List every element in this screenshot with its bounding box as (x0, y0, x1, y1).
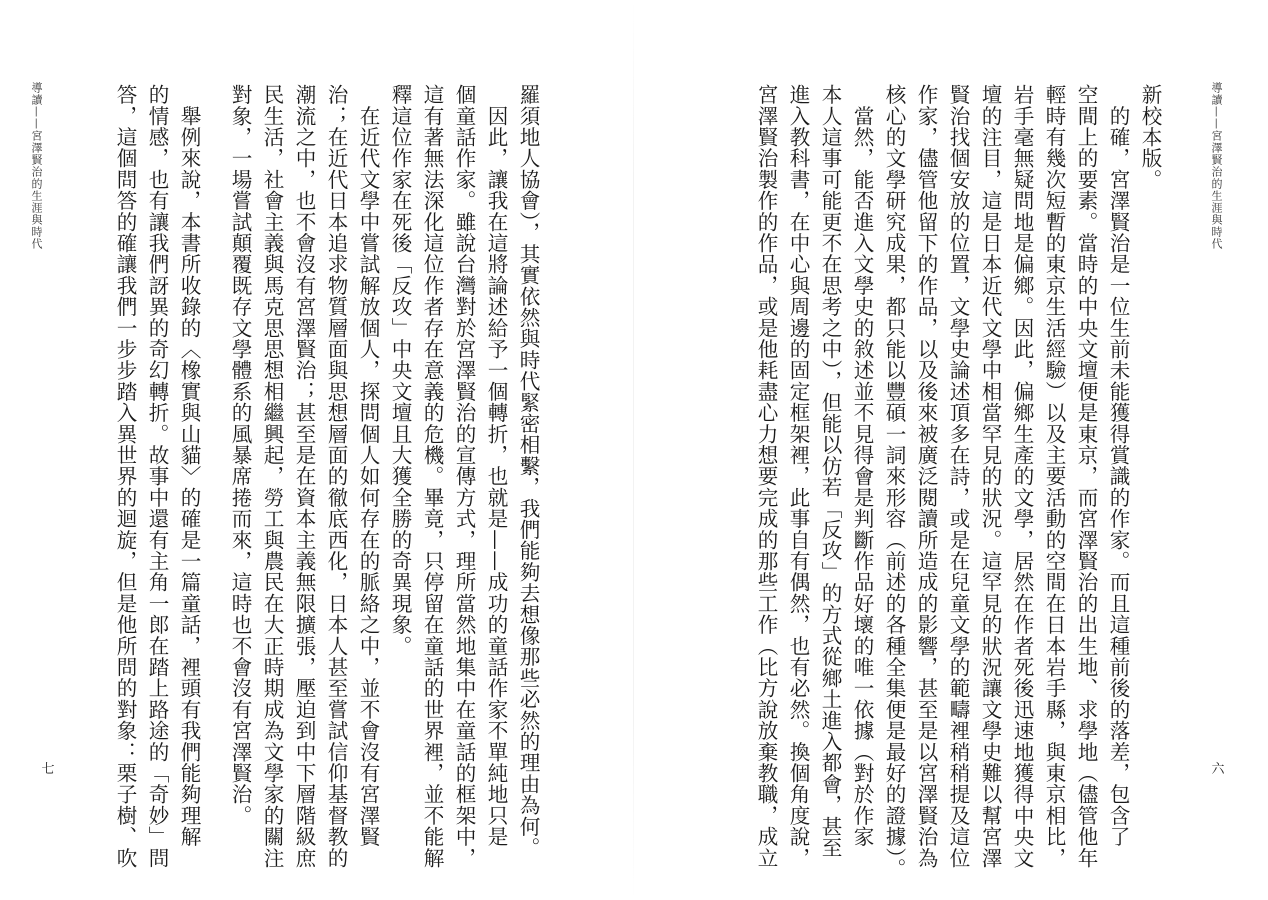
text-column: 空間上的要素。當時的中央文壇便是東京，而宮澤賢治的出生地、求學地（儘管他年 (1074, 84, 1098, 869)
page-number: 七 (41, 762, 55, 777)
text-column: 壇的注目，這是日本近代文學中相當罕見的狀況。這罕見的狀況讓文學史難以幫宮澤 (978, 84, 1002, 869)
text-column: 的情感，也有讓我們訝異的奇幻轉折。故事中還有主角一郎在踏上路途的「奇妙」問 (145, 84, 169, 869)
text-column: 答，這個問答的確讓我們一步步踏入異世界的迴旋，但是他所問的對象：栗子樹、吹 (113, 84, 137, 869)
text-column: 核心的文學研究成果，都只能以豐碩一詞來形容（前述的各種全集便是最好的證據）。 (882, 84, 906, 880)
text-column: 釋這位作家在死後「反攻」中央文壇且大獲全勝的奇異現象。 (388, 84, 412, 657)
text-column: 輕時有幾次短暫的東京生活經驗）以及主要活動的空間在日本岩手縣，與東京相比， (1042, 84, 1066, 869)
text-column: 新校本版。 (1138, 84, 1162, 190)
running-head: 導讀——宮澤賢治的生涯與時代 (1210, 82, 1223, 250)
text-column: 個童話作家。雖說台灣對於宮澤賢治的宣傳方式，理所當然地集中在童話的框架中， (452, 84, 476, 869)
text-column: 在近代文學中嘗試解放個人，探問個人如何存在的脈絡之中，並不會沒有宮澤賢 (356, 84, 380, 848)
text-column: 民生活，社會主義與馬克思思想相繼興起，勞工與農民在大正時期成為文學家的關注 (260, 84, 284, 869)
text-column: 潮流之中，也不會沒有宮澤賢治；甚至是在資本主義無限擴張，壓迫到中下層階級庶 (292, 84, 316, 869)
text-column: 羅須地人協會），其實依然與時代緊密相繫，我們能夠去想像那些必然的理由為何。 (516, 84, 540, 859)
text-column: 這有著無法深化這位作者存在意義的危機。畢竟，只停留在童話的世界裡，並不能解 (420, 84, 444, 869)
text-column: 因此，讓我在這將論述給予一個轉折，也就是——成功的童話作家不單純地只是 (484, 84, 508, 848)
text-column: 治；在近代日本追求物質層面與思想層面的徹底西化，日本人甚至嘗試信仰基督教的 (324, 84, 348, 869)
running-head: 導讀——宮澤賢治的生涯與時代 (30, 82, 43, 250)
text-column: 的確，宮澤賢治是一位生前未能獲得賞識的作家。而且這種前後的落差，包含了 (1106, 84, 1130, 848)
text-column: 岩手毫無疑問地是偏鄉。因此，偏鄉生產的文學，居然在作者死後迅速地獲得中央文 (1010, 84, 1034, 869)
text-column: 當然，能否進入文學史的敘述並不見得會是判斷作品好壞的唯一依據（對於作家 (850, 84, 874, 848)
text-column: 宮澤賢治製作的作品，或是他耗盡心力想要完成的那些工作（比方說放棄教職，成立 (754, 84, 778, 869)
text-column: 賢治找個安放的位置，文學史論述頂多在詩，或是在兒童文學的範疇裡稍稍提及這位 (946, 84, 970, 869)
text-column: 本人這事可能更不在思考之中），但能以仿若「反攻」的方式從鄉土進入都會，甚至 (818, 84, 842, 859)
text-column: 進入教科書，在中心與周邊的固定框架裡，此事自有偶然，也有必然。換個角度說， (786, 84, 810, 869)
text-column: 對象，一場嘗試顛覆既存文學體系的風暴席捲而來，這時也不會沒有宮澤賢治。 (228, 84, 252, 826)
text-column: 舉例來說，本書所收錄的〈橡實與山貓〉的確是一篇童話，裡頭有我們能夠理解 (177, 84, 201, 848)
page-number: 六 (1211, 762, 1225, 777)
text-column: 作家，儘管他留下的作品，以及後來被廣泛閱讀所造成的影響，甚至是以宮澤賢治為 (914, 84, 938, 869)
right-page (634, 0, 1268, 900)
